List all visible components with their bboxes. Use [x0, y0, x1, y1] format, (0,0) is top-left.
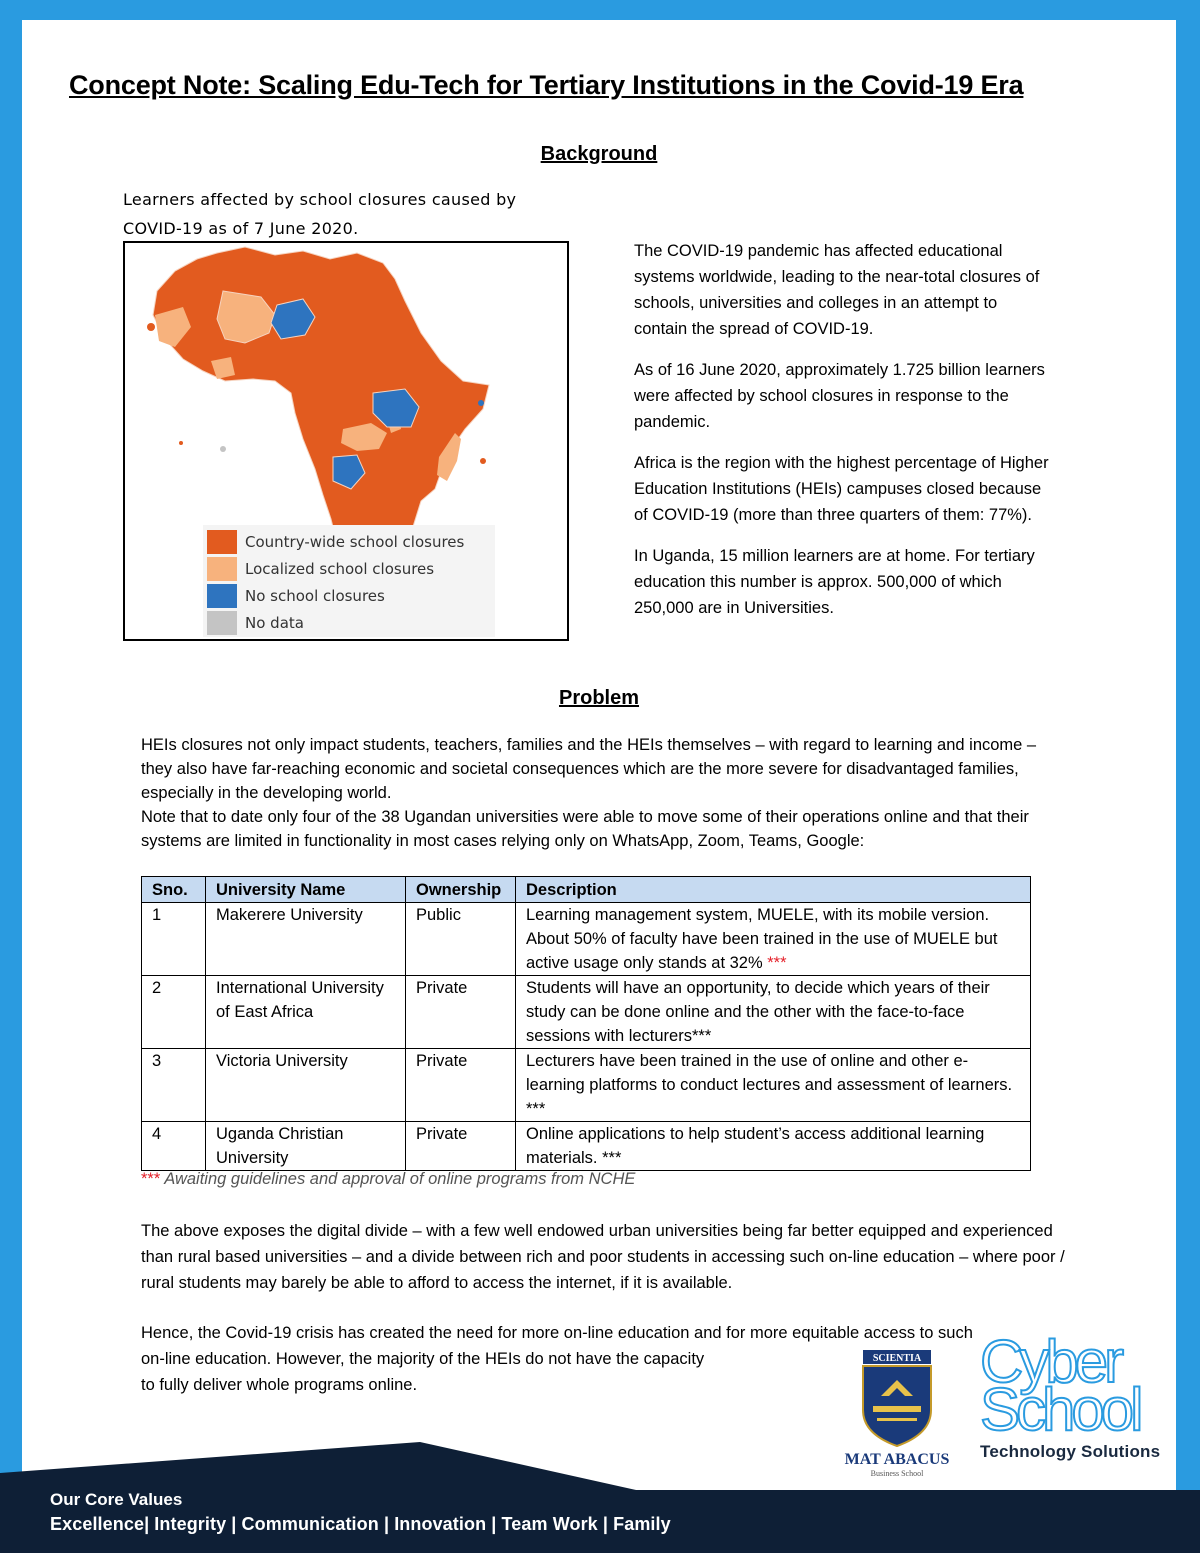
background-paragraph: As of 16 June 2020, approximately 1.725 billion learners were affected by school closures in response to the pandemic.: [634, 361, 1045, 431]
legend-swatch-localized: [207, 557, 237, 581]
table-header-row: [142, 877, 1031, 903]
cyber-logo-line2: School: [980, 1376, 1140, 1443]
legend-item: [207, 610, 304, 636]
legend-label: Country-wide school closures: [245, 533, 465, 551]
cell-description: Lecturers have been trained in the use of online and other e-learning platforms to conduct lectures and assessment of learners. ***: [516, 1049, 1031, 1122]
cell-sno: 1: [142, 903, 206, 976]
cell-university-name: Uganda Christian University: [206, 1122, 406, 1171]
legend-item: [207, 583, 385, 609]
core-values-title: Our Core Values: [50, 1490, 183, 1509]
legend-swatch-no-closures: [207, 584, 237, 608]
footnote-stars: ***: [141, 1170, 161, 1188]
background-paragraph: The COVID-19 pandemic has affected educational systems worldwide, leading to the near-total closures of schools, universities and colleges in an attempt to contain the spread of COVID-19.: [634, 242, 1040, 338]
mat-abacus-sub: Business School: [870, 1469, 924, 1478]
st-helena-dot: [220, 446, 226, 452]
table-row: [142, 903, 1031, 976]
cell-description: Students will have an opportunity, to decide which years of their study can be done online and the other with the face-to-face sessions with lecturers***: [516, 976, 1031, 1049]
background-text: [634, 238, 1054, 636]
map-legend: [203, 525, 495, 637]
problem-text: [141, 733, 1061, 853]
tristan-dot: [179, 441, 183, 445]
legend-swatch-country-wide: [207, 530, 237, 554]
cell-sno: 2: [142, 976, 206, 1049]
table-footnote: [141, 1170, 635, 1189]
seychelles-dot: [478, 400, 484, 406]
problem-paragraph: Note that to date only four of the 38 Ugandan universities were able to move some of their operations online and that their systems are limited in functionality in most cases relying only on WhatsApp, Zoom, Teams, Google:: [141, 808, 1029, 850]
column-header-university-name: University Name: [206, 877, 406, 903]
africa-closure-map: [123, 241, 569, 641]
legend-item: [207, 529, 464, 555]
background-paragraph: Africa is the region with the highest percentage of Higher Education Institutions (HEIs) campuses closed because of COVID-19 (more than three quarters of them: 77%).: [634, 454, 1049, 524]
cyber-logo-line1: Cyber: [980, 1328, 1121, 1395]
map-caption-line: Learners affected by school closures caused by: [123, 190, 517, 209]
column-header-description: Description: [516, 877, 1031, 903]
cell-description: Online applications to help student’s access additional learning materials. ***: [516, 1122, 1031, 1171]
cell-ownership: Private: [406, 1122, 516, 1171]
legend-swatch-no-data: [207, 611, 237, 635]
problem-paragraph: HEIs closures not only impact students, teachers, families and the HEIs themselves – with regard to learning and income – they also have far-reaching economic and societal consequences which are the more severe for disadvantaged families, especially in the developing world.: [141, 736, 1037, 802]
map-caption-line: COVID-19 as of 7 June 2020.: [123, 219, 359, 238]
conclusion-line: Hence, the Covid-19 crisis has created the need for more on-line education and for more equitable access to such: [141, 1324, 973, 1342]
map-caption: [123, 185, 583, 243]
legend-label: Localized school closures: [245, 560, 435, 578]
background-paragraph: In Uganda, 15 million learners are at home. For tertiary education this number is approx. 500,000 of which 250,000 are in Universities.: [634, 547, 1035, 617]
footnote-text: Awaiting guidelines and approval of online programs from NCHE: [164, 1170, 636, 1188]
cell-university-name: Makerere University: [206, 903, 406, 976]
problem-heading: Problem: [558, 687, 640, 709]
core-values-footer: [50, 1490, 671, 1535]
cell-ownership: Public: [406, 903, 516, 976]
cell-description: [516, 903, 1031, 976]
legend-item: [207, 556, 434, 582]
universities-table: [141, 876, 1031, 1171]
cell-university-name: Victoria University: [206, 1049, 406, 1122]
cell-sno: 3: [142, 1049, 206, 1122]
crest-band: [873, 1406, 921, 1412]
core-values-list: Excellence| Integrity | Communication | Innovation | Team Work | Family: [50, 1514, 671, 1534]
mat-abacus-name: MAT ABACUS: [844, 1451, 950, 1468]
conclusion-line: to fully deliver whole programs online.: [141, 1376, 418, 1394]
awaiting-approval-stars: ***: [767, 954, 787, 972]
table-row: [142, 1049, 1031, 1122]
cyber-logo-tagline: Technology Solutions: [980, 1442, 1161, 1461]
legend-label: No school closures: [245, 587, 385, 605]
background-heading: Background: [540, 143, 658, 165]
table-row: [142, 976, 1031, 1049]
document-page: [22, 20, 1176, 1553]
conclusion-paragraph: The above exposes the digital divide – with a few well endowed urban universities being far better equipped and experienced than rural based universities – and a divide between rich and poor students in accessing such on-line education – where poor / rural students may barely be able to afford to access the internet, if it is available.: [141, 1222, 1065, 1292]
description-text: Learning management system, MUELE, with its mobile version. About 50% of faculty have been trained in the use of MUELE but active usage only stands at 32%: [526, 906, 998, 972]
crest-motto: SCIENTIA: [872, 1353, 922, 1364]
table-row: [142, 1122, 1031, 1171]
legend-label: No data: [245, 614, 304, 632]
document-title: Concept Note: Scaling Edu-Tech for Tertiary Institutions in the Covid-19 Era: [69, 70, 1024, 100]
conclusion-line: on-line education. However, the majority of the HEIs do not have the capacity: [141, 1350, 705, 1368]
cape-verde-dot: [147, 323, 155, 331]
africa-mainland: [153, 247, 489, 565]
cell-ownership: Private: [406, 976, 516, 1049]
column-header-ownership: Ownership: [406, 877, 516, 903]
cell-ownership: Private: [406, 1049, 516, 1122]
mauritius-dot: [480, 458, 486, 464]
cell-sno: 4: [142, 1122, 206, 1171]
column-header-sno: Sno.: [142, 877, 206, 903]
cell-university-name: International University of East Africa: [206, 976, 406, 1049]
